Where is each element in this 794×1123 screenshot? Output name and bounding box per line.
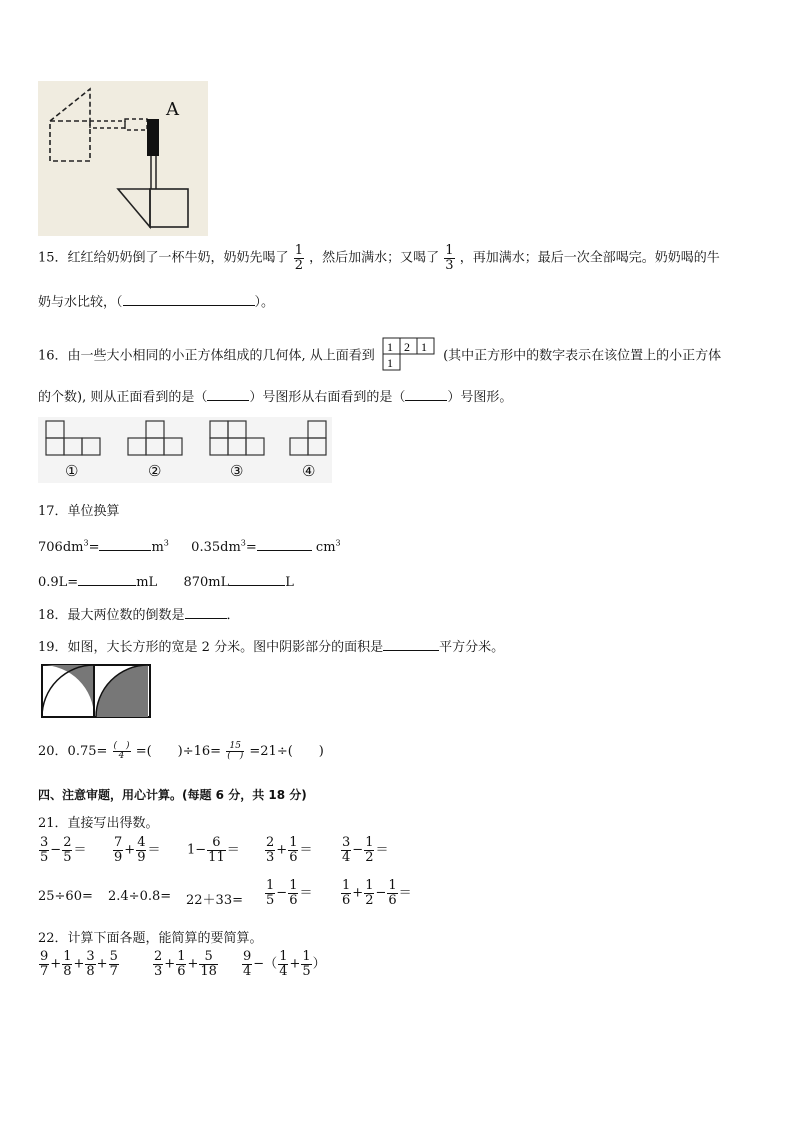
q21-r1-c2: $\frac{7}{9}$ + $\frac{4}{9}$ ＝	[114, 835, 161, 865]
q19-figure	[40, 663, 152, 723]
q21-r1-c4: $\frac{2}{3}$ + $\frac{1}{6}$ ＝	[266, 835, 313, 865]
q16-front-blank[interactable]	[207, 387, 249, 401]
q21-r2-c5: $\frac{1}{6}$ + $\frac{1}{2}$ − $\frac{1}{6}$ ＝	[342, 878, 412, 908]
q18-line: 18．最大两位数的倒数是 ．	[38, 604, 240, 623]
q17-blank-2[interactable]	[257, 537, 312, 551]
q20-line: 20．0.75= $\frac{( )}{4}$ =( )÷16= $\frac{15}{( )}$ =21÷( )	[38, 740, 324, 761]
q15-line2: 奶与水比较，（ ）。	[38, 291, 274, 310]
section-4-title: 四、注意审题，用心计算。(每题 6 分，共 18 分)	[38, 788, 307, 802]
q16-right-blank[interactable]	[405, 387, 447, 401]
q16-options	[38, 417, 332, 483]
q21-r2-c2: 2.4÷0.8=	[108, 889, 172, 904]
q19-figure-svg	[40, 663, 152, 719]
q17-blank-1[interactable]	[99, 537, 151, 551]
q16-line2: 的个数), 则从正面看到的是（ ）号图形从右面看到的是（ ）号图形。	[38, 386, 512, 405]
grid-cell-1: 1	[386, 340, 393, 354]
option-label-1: ①	[65, 462, 79, 480]
rotation-figure-svg	[38, 81, 208, 236]
option-label-4: ④	[302, 462, 316, 480]
q16-line1: 16．由一些大小相同的小正方体组成的几何体, 从上面看到 1 2 1 1 (其中正方形中的数字表示在该位置上的小正方体	[38, 337, 721, 375]
grid-cell-3: 1	[420, 340, 427, 354]
q21-r2-c4: $\frac{1}{5}$ − $\frac{1}{6}$ ＝	[266, 878, 313, 908]
option-label-2: ②	[148, 462, 162, 480]
q18-blank[interactable]	[185, 605, 227, 619]
q17-blank-3[interactable]	[78, 572, 136, 586]
q16-options-svg	[38, 417, 332, 483]
q21-r1-c3: 1− $\frac{6}{11}$ ＝	[187, 835, 240, 865]
q21-r1-c5: $\frac{3}{4}$ − $\frac{1}{2}$ ＝	[342, 835, 389, 865]
fraction-half: $\frac{1}{2}$	[294, 243, 303, 273]
q15-answer-blank[interactable]	[123, 292, 255, 306]
grid-cell-4: 1	[386, 356, 393, 370]
grid-cell-2: 2	[403, 340, 410, 354]
q17-blank-4[interactable]	[229, 572, 285, 586]
q17-row1: $706dm^3= m^3$ $0.35dm^3= cm^3$	[38, 538, 341, 555]
q17-title: 17．单位换算	[38, 504, 120, 519]
q19-line: 19．如图，大长方形的宽是 2 分米。图中阴影部分的面积是 平方分米。	[38, 636, 504, 655]
figure-rotation	[38, 81, 208, 236]
q15-line1: 15．红红给奶奶倒了一杯牛奶，奶奶先喝了 $\frac{1}{2}$ ，然后加满水；又喝了 $\frac{1}{3}$ ，再加满水；最后一次全部喝完。奶奶喝的牛	[38, 243, 720, 273]
q21-r2-c1: 25÷60=	[38, 889, 93, 904]
q21-r2-c3: 22＋33=	[186, 893, 243, 908]
point-a-label: A	[166, 99, 179, 120]
q22-expr-1: $\frac{9}{7}$ + $\frac{1}{8}$ + $\frac{3}{8}$ + $\frac{5}{7}$	[40, 949, 118, 979]
q21-title: 21．直接写出得数。	[38, 816, 159, 831]
q22-expr-3: $\frac{9}{4}$ −（ $\frac{1}{4}$ + $\frac{1}{5}$ ）	[243, 949, 326, 979]
q17-row2: 0.9L= mL 870mL L	[38, 572, 294, 590]
q22-title: 22．计算下面各题，能简算的要简算。	[38, 931, 263, 946]
option-label-3: ③	[230, 462, 244, 480]
q20-fraction-1: $\frac{( )}{4}$	[113, 740, 130, 761]
q21-r1-c1: $\frac{3}{5}$ − $\frac{2}{5}$ ＝	[40, 835, 87, 865]
fraction-third: $\frac{1}{3}$	[445, 243, 454, 273]
top-view-grid	[382, 337, 436, 375]
q19-blank[interactable]	[383, 637, 439, 651]
q22-expr-2: $\frac{2}{3}$ + $\frac{1}{6}$ + $\frac{5}{18}$	[154, 949, 217, 979]
q20-fraction-2: $\frac{15}{( )}$	[227, 740, 244, 761]
